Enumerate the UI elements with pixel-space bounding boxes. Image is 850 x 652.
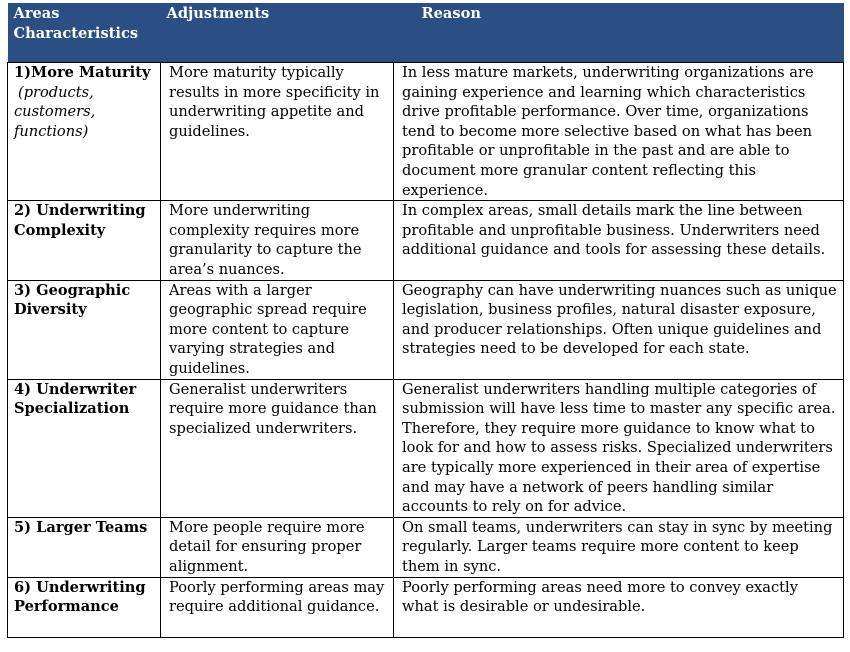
area-cell: 3) Geographic Diversity [8, 280, 161, 379]
area-cell: 2) Underwriting Complexity [8, 201, 161, 280]
reason-cell: In complex areas, small details mark the line between profitable and unprofitable business. Underwriters need additional guidance and tools for assessing these details. [394, 201, 844, 280]
area-cell: 4) Underwriter Specialization [8, 379, 161, 517]
reason-cell: Poorly performing areas need more to convey exactly what is desirable or undesirable. [394, 577, 844, 637]
adjustment-cell: More underwriting complexity requires more granularity to capture the area’s nuances. [161, 201, 394, 280]
table-row [8, 63, 844, 201]
table-row [8, 379, 844, 517]
table-row [8, 577, 844, 637]
adjustment-cell: Areas with a larger geographic spread require more content to capture varying strategies and guidelines. [161, 280, 394, 379]
header-adjustments: Adjustments [161, 3, 394, 63]
area-label: 1)More Maturity [14, 64, 151, 81]
content-area [7, 3, 843, 638]
adjustment-cell: More people require more detail for ensuring proper alignment. [161, 517, 394, 577]
adjustment-cell: Generalist underwriters require more guidance than specialized underwriters. [161, 379, 394, 517]
header-reason-cell [394, 3, 844, 63]
reason-cell: In less mature markets, underwriting organizations are gaining experience and learning which characteristics drive profitable performance. Over time, organizations tend to become more selective based on what has been profitable or unprofitable in the past and are able to document more granular content reflecting this experience. [394, 63, 844, 201]
reason-cell: Geography can have underwriting nuances such as unique legislation, business profiles, natural disaster exposure, and producer relationships. Often unique guidelines and strategies need to be developed for each state. [394, 280, 844, 379]
area-note-text: (products, customers, functions) [14, 83, 96, 140]
table-header-row [8, 3, 844, 63]
table-row [8, 280, 844, 379]
area-cell: 6) Underwriting Performance [8, 577, 161, 637]
adjustment-cell: Poorly performing areas may require additional guidance. [161, 577, 394, 637]
reason-cell: Generalist underwriters handling multiple categories of submission will have less time to master any specific area. Therefore, they require more guidance to know what to look for and how to assess risks. Specialized underwriters are typically more experienced in their area of expertise and may have a network of peers handling similar accounts to rely on for advice. [394, 379, 844, 517]
header-areas: Areas Characteristics [8, 3, 161, 63]
table-row [8, 201, 844, 280]
adjustment-cell: More maturity typically results in more specificity in underwriting appetite and guidelines. [161, 63, 394, 201]
header-reason: Reason [421, 5, 481, 22]
area-cell: 5) Larger Teams [8, 517, 161, 577]
reason-cell: On small teams, underwriters can stay in sync by meeting regularly. Larger teams require more content to keep them in sync. [394, 517, 844, 577]
area-note [14, 83, 154, 142]
table-row [8, 517, 844, 577]
characteristics-table [7, 3, 844, 638]
area-cell [8, 63, 161, 201]
